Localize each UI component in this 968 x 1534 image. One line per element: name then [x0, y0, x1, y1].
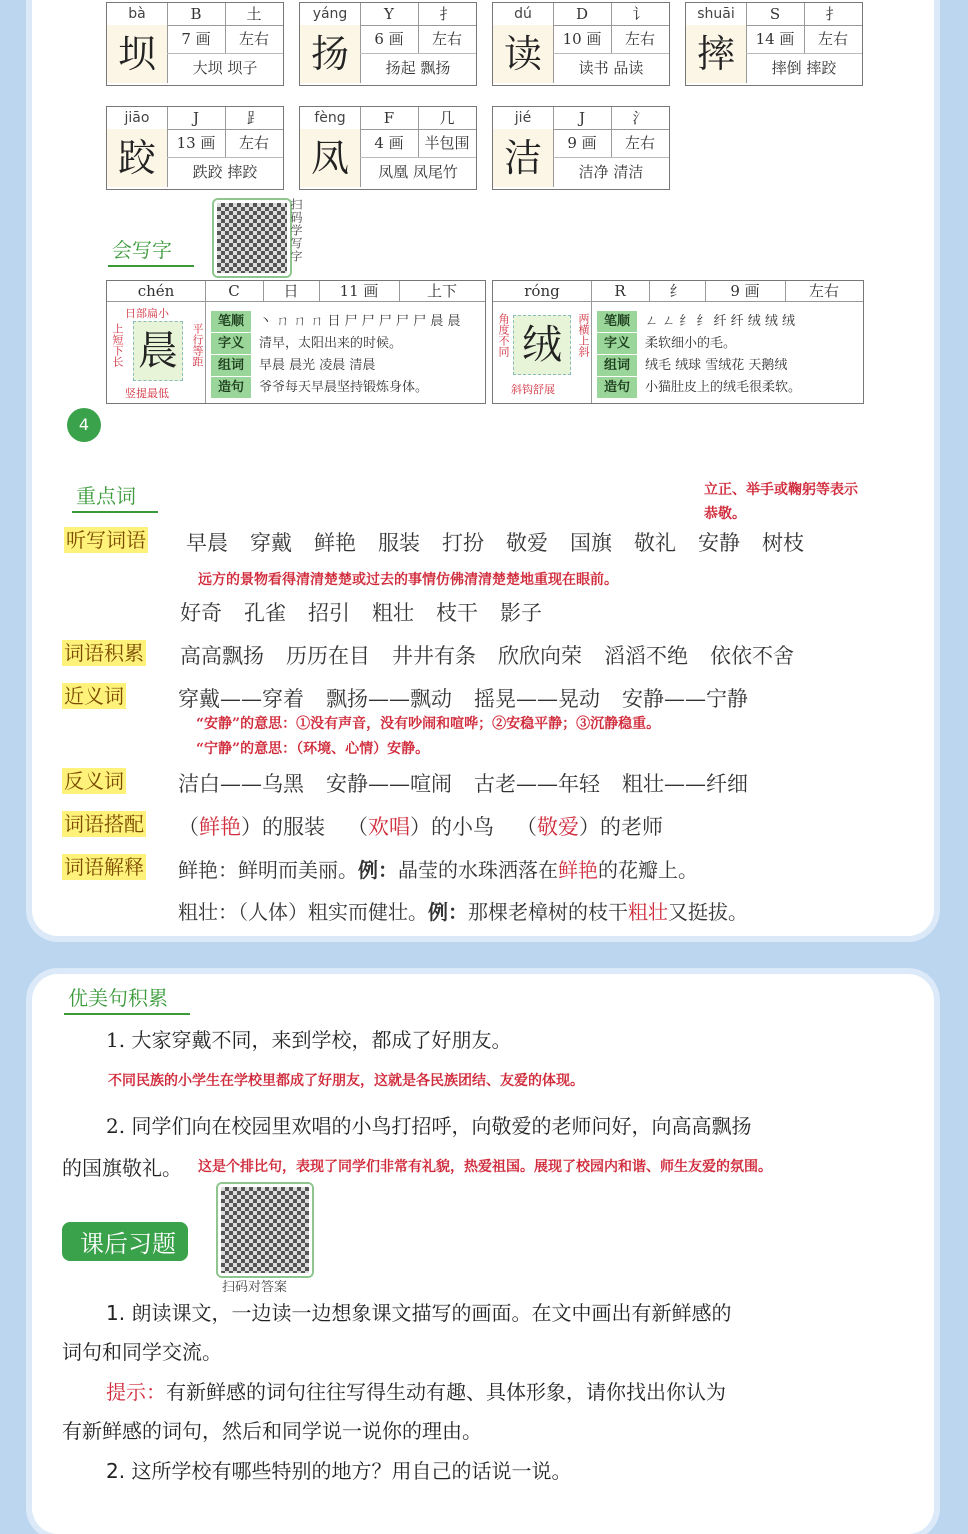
pinyin: fèng: [300, 107, 361, 130]
sentence: 小猫肚皮上的绒毛很柔软。: [645, 380, 802, 395]
scan-answer-text: 扫码对答案: [222, 1280, 288, 1295]
word-group: 扬起 飘扬: [385, 59, 451, 77]
stroke-count: 11 画: [319, 281, 400, 302]
listen-words-1: [186, 527, 826, 557]
radical-letter: J: [553, 107, 612, 130]
question-1a: 1. 朗读课文，一边读一边想象课文描写的画面。在文中画出有新鲜感的: [106, 1301, 732, 1325]
word: 打扮: [442, 531, 484, 555]
stroke-count: 9 画: [553, 129, 612, 158]
structure: 左右: [418, 25, 476, 54]
word: 鲜艳: [314, 531, 356, 555]
word: 井井有条: [392, 644, 476, 668]
radical: 纟: [649, 281, 706, 302]
explain-2: 粗壮：（人体）粗实而健壮。例：那棵老樟树的枝干粗壮又挺拔。: [178, 900, 748, 924]
pinyin: jié: [493, 107, 554, 130]
radical: 氵: [611, 107, 669, 130]
char-box: [106, 2, 284, 86]
word: 高高飘扬: [180, 644, 264, 668]
scan-write-text: 扫码学写字: [289, 198, 303, 263]
word: 滔滔不绝: [604, 644, 688, 668]
stroke-count: 7 画: [167, 25, 226, 54]
structure: 半包围: [418, 129, 476, 158]
pinyin: róng: [493, 281, 592, 302]
big-char: 绒: [513, 315, 571, 375]
tag-meaning: 字义: [211, 333, 251, 354]
tip-right: 平行等距: [191, 323, 204, 367]
big-char: 晨: [133, 321, 183, 381]
radical-letter: Y: [360, 3, 419, 26]
note-distinct: 远方的景物看得清清楚楚或过去的事情仿佛清清楚楚地重现在眼前。: [198, 572, 618, 588]
tag-meaning: 字义: [597, 333, 637, 354]
big-char: 跤: [107, 129, 168, 187]
word: 孔雀: [244, 601, 286, 625]
word: 国旗: [570, 531, 612, 555]
tag-words: 组词: [211, 355, 251, 376]
pinyin: yáng: [300, 3, 361, 26]
stroke-order: ㄥ ㄥ 纟 纟 纤 纤 绒 绒 绒: [645, 314, 796, 329]
collocation: （敬爱）的老师: [516, 815, 663, 839]
explain-label: 词语解释: [64, 855, 144, 879]
word: 招引: [308, 601, 350, 625]
word: 树枝: [762, 531, 804, 555]
radical-letter: R: [591, 281, 650, 302]
accum-label: 词语积累: [64, 641, 144, 665]
structure: 左右: [611, 25, 669, 54]
pinyin: bà: [107, 3, 168, 26]
pinyin: dú: [493, 3, 554, 26]
listen-label: 听写词语: [66, 528, 146, 552]
radical: 几: [418, 107, 476, 130]
big-char: 读: [493, 25, 554, 83]
radical-letter: S: [746, 3, 805, 26]
stroke-count: 10 画: [553, 25, 612, 54]
word-pair: 飘扬——飘动: [326, 687, 452, 711]
synonym-label: 近义词: [64, 684, 124, 708]
big-char: 摔: [686, 25, 747, 83]
word-pair: 穿戴——穿着: [178, 687, 304, 711]
structure: 左右: [804, 25, 862, 54]
char-box: [299, 106, 477, 190]
tip-right: 两横上斜: [577, 313, 590, 357]
word: 依依不舍: [710, 644, 794, 668]
note-ningjing: “宁静”的意思：（环境、心情）安静。: [196, 741, 430, 757]
radical: 扌: [418, 3, 476, 26]
word: 敬礼: [634, 531, 676, 555]
word-group: 跌跤 摔跤: [192, 163, 258, 181]
word: 敬爱: [506, 531, 548, 555]
antonym-label: 反义词: [64, 769, 124, 793]
word-group: 读书 品读: [578, 59, 644, 77]
radical-letter: C: [205, 281, 264, 302]
tag-sentence: 造句: [211, 377, 251, 398]
structure: 左右: [225, 129, 283, 158]
meaning: 清早，太阳出来的时候。: [259, 336, 403, 351]
note-salute: 立正、举手或鞠躬等表示恭敬。: [704, 482, 858, 522]
char-box: [492, 2, 670, 86]
stroke-count: 9 画: [705, 281, 786, 302]
word-pair: 安静——喧闹: [326, 772, 452, 796]
stroke-count: 4 画: [360, 129, 419, 158]
tip-left: 角度不同: [497, 313, 510, 357]
pinyin: shuāi: [686, 3, 747, 26]
sentence-title: 优美句积累: [68, 982, 168, 1011]
synonym-words: [178, 683, 770, 713]
radical: 日: [263, 281, 320, 302]
tag-sentence: 造句: [597, 377, 637, 398]
sentence: 爷爷每天早晨坚持锻炼身体。: [259, 380, 429, 395]
sentence-2a: 2. 同学们向在校园里欢唱的小鸟打招呼，向敬爱的老师问好，向高高飘扬: [106, 1114, 752, 1138]
structure: 左右: [225, 25, 283, 54]
structure: 上下: [399, 281, 485, 302]
word-group: 凤凰 凤尾竹: [378, 163, 458, 181]
big-char: 洁: [493, 129, 554, 187]
sentence-2b: 的国旗敬礼。: [62, 1156, 182, 1180]
tip-bottom: 竖提最低: [125, 387, 169, 400]
tag-order: 笔顺: [211, 311, 251, 332]
word: 穿戴: [250, 531, 292, 555]
pinyin: chén: [107, 281, 206, 302]
listen-words-2: [180, 597, 564, 627]
word-group: 大坝 坝子: [192, 59, 258, 77]
stroke-count: 13 画: [167, 129, 226, 158]
radical: 土: [225, 3, 283, 26]
word: 影子: [500, 601, 542, 625]
collocation-words: [178, 811, 685, 841]
word-pair: 粗壮——纤细: [622, 772, 748, 796]
char-box: [492, 106, 670, 190]
sentence-1: 1. 大家穿戴不同，来到学校，都成了好朋友。: [106, 1028, 512, 1052]
question-1b: 词句和同学交流。: [62, 1340, 222, 1364]
word: 粗壮: [372, 601, 414, 625]
qr-code-write[interactable]: [214, 200, 290, 276]
collocation-label: 词语搭配: [64, 812, 144, 836]
word-group: 摔倒 摔跤: [771, 59, 837, 77]
sentence-1-note: 不同民族的小学生在学校里都成了好朋友，这就是各民族团结、友爱的体现。: [108, 1073, 584, 1089]
char-box: [685, 2, 863, 86]
word-pair: 安静——宁静: [622, 687, 748, 711]
char-box: [106, 106, 284, 190]
word: 服装: [378, 531, 420, 555]
tip-bottom: 斜钩舒展: [511, 383, 555, 396]
char-box-chen: [106, 280, 486, 404]
big-char: 坝: [107, 25, 168, 83]
question-2: 2. 这所学校有哪些特别的地方？用自己的话说一说。: [106, 1459, 572, 1483]
tag-order: 笔顺: [597, 311, 637, 332]
word: 历历在目: [286, 644, 370, 668]
tag-words: 组词: [597, 355, 637, 376]
word-pair: 摇晃——晃动: [474, 687, 600, 711]
homework-title: 课后习题: [62, 1222, 188, 1261]
radical: 扌: [804, 3, 862, 26]
note-anjing: “安静”的意思：①没有声音，没有吵闹和喧哗；②安稳平静；③沉静稳重。: [196, 716, 661, 732]
accum-words: [180, 640, 816, 670]
tip-top: 日部扁小: [125, 307, 169, 320]
big-char: 凤: [300, 129, 361, 187]
word: 安静: [698, 531, 740, 555]
qr-code-answer[interactable]: [218, 1184, 312, 1276]
word: 早晨: [186, 531, 228, 555]
tip-left: 上短下长: [111, 323, 124, 367]
word-group: 绒毛 绒球 雪绒花 天鹅绒: [645, 358, 788, 373]
radical-letter: F: [360, 107, 419, 130]
word-group: 早晨 晨光 凌晨 清晨: [259, 358, 376, 373]
write-title: 会写字: [112, 234, 172, 263]
word-group: 洁净 清洁: [578, 163, 644, 181]
radical-letter: D: [553, 3, 612, 26]
radical-letter: J: [167, 107, 226, 130]
meaning: 柔软细小的毛。: [645, 336, 737, 351]
sentence-2-note: 这是个排比句，表现了同学们非常有礼貌，热爱祖国。展现了校园内和谐、师生友爱的氛围。: [198, 1159, 772, 1175]
word: 欣欣向荣: [498, 644, 582, 668]
stroke-count: 6 画: [360, 25, 419, 54]
antonym-words: [178, 768, 770, 798]
radical: 讠: [611, 3, 669, 26]
stroke-order: 丶 ㄇ ㄇ ㄇ 日 尸 尸 尸 尸 尸 晨 晨: [259, 314, 461, 329]
pinyin: jiāo: [107, 107, 168, 130]
page-number: 4: [67, 408, 101, 442]
word: 枝干: [436, 601, 478, 625]
collocation: （鲜艳）的服装: [178, 815, 325, 839]
hint-2: 有新鲜感的词句，然后和同学说一说你的理由。: [62, 1419, 482, 1443]
explain-1: 鲜艳：鲜明而美丽。例：晶莹的水珠洒落在鲜艳的花瓣上。: [178, 858, 698, 882]
stroke-count: 14 画: [746, 25, 805, 54]
collocation: （欢唱）的小鸟: [347, 815, 494, 839]
structure: 左右: [785, 281, 863, 302]
hint-1: 提示：有新鲜感的词句往往写得生动有趣、具体形象，请你找出你认为: [106, 1380, 726, 1404]
big-char: 扬: [300, 25, 361, 83]
key-words-title: 重点词: [76, 480, 136, 509]
radical-letter: B: [167, 3, 226, 26]
char-box-rong: [492, 280, 864, 404]
word: 好奇: [180, 601, 222, 625]
structure: 左右: [611, 129, 669, 158]
radical: ⻊: [225, 107, 283, 130]
word-pair: 洁白——乌黑: [178, 772, 304, 796]
char-box: [299, 2, 477, 86]
word-pair: 古老——年轻: [474, 772, 600, 796]
